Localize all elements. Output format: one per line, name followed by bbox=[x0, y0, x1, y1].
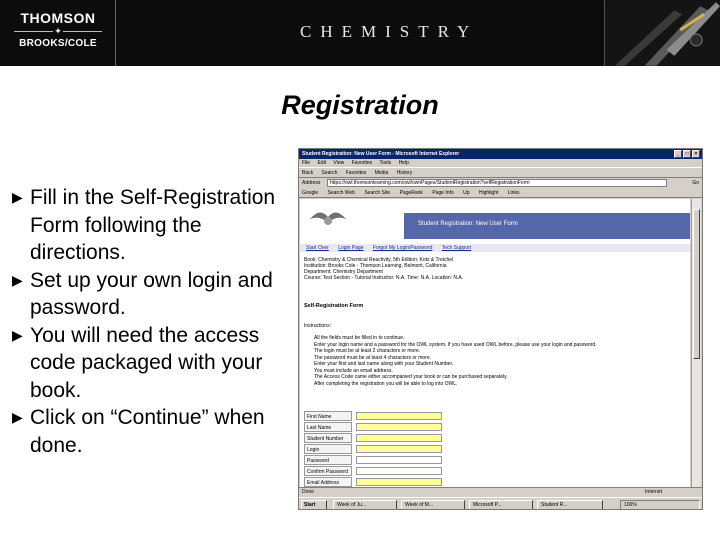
form-row bbox=[304, 477, 464, 487]
bullet-text: Fill in the Self-Registration Form following the directions. bbox=[30, 186, 276, 264]
taskbar-item[interactable]: Week of M... bbox=[401, 500, 465, 510]
student-number-label: Student Number bbox=[304, 433, 352, 443]
security-zone: Internet bbox=[645, 489, 662, 495]
bullet-text: Set up your own login and password. bbox=[30, 268, 273, 319]
browser-toolbar bbox=[299, 167, 702, 178]
info-line: Book: Chemistry & Chemical Reactivity, 5th Edition; Kotz & Treichel bbox=[304, 257, 454, 263]
links-item[interactable]: Page Info bbox=[432, 190, 454, 196]
menu-favorites[interactable]: Favorites bbox=[351, 160, 373, 166]
menu-view[interactable]: View bbox=[333, 160, 345, 166]
form-row bbox=[304, 433, 464, 444]
nav-link[interactable]: Tech Support bbox=[441, 245, 472, 251]
instructions-list bbox=[314, 335, 688, 387]
bullet-list bbox=[12, 184, 302, 459]
minimize-icon[interactable]: _ bbox=[674, 150, 682, 158]
instructions-heading: Instructions: bbox=[304, 323, 331, 329]
instruction-item: The Access Code came either accompanied your book or can be purchased separately. bbox=[314, 374, 508, 380]
form-row bbox=[304, 466, 464, 477]
status-bar bbox=[299, 487, 702, 496]
status-text: Done bbox=[302, 489, 314, 495]
maximize-icon[interactable]: □ bbox=[683, 150, 691, 158]
course-info bbox=[304, 257, 688, 281]
bullet-text: Click on “Continue” when done. bbox=[30, 406, 265, 457]
back-button[interactable]: Back bbox=[302, 170, 314, 176]
form-row bbox=[304, 444, 464, 455]
links-item[interactable]: Highlight bbox=[478, 190, 499, 196]
web-page-content bbox=[300, 199, 690, 487]
menu-file[interactable]: File bbox=[302, 160, 311, 166]
nav-link[interactable]: Forgot My Login/Password bbox=[372, 245, 433, 251]
taskbar-item[interactable]: Microsoft P... bbox=[469, 500, 533, 510]
instruction-item: After completing the registration you will be able to log into OWL. bbox=[314, 380, 458, 387]
instruction-item: Enter your login name and a password for the OWL system. If you have used OWL before, please use your login and password. bbox=[314, 341, 597, 348]
menu-help[interactable]: Help bbox=[398, 160, 409, 166]
confirm-password-label: Confirm Password bbox=[304, 466, 352, 476]
logo-top-text: THOMSON bbox=[20, 10, 96, 26]
search-button[interactable]: Search bbox=[321, 170, 338, 176]
bullet-item bbox=[12, 267, 302, 322]
last-name-input[interactable] bbox=[356, 423, 442, 431]
window-title: Student Registration: New User Form - Microsoft Internet Explorer bbox=[302, 151, 460, 157]
go-button[interactable]: Go bbox=[692, 180, 699, 186]
instruction-item: Enter your first and last name along with your Student Number. bbox=[314, 361, 454, 367]
address-bar bbox=[299, 178, 702, 188]
bullet-text: You will need the access code packaged with your book. bbox=[30, 323, 263, 402]
links-toolbar bbox=[299, 188, 702, 198]
login-label: Login bbox=[304, 444, 352, 454]
favorites-button[interactable]: Favorites bbox=[345, 170, 367, 176]
links-item[interactable]: Up bbox=[463, 190, 470, 196]
windows-taskbar bbox=[299, 497, 702, 510]
instruction-item: You must include an email address. bbox=[314, 367, 393, 374]
triangle-bullet-icon: ▶ bbox=[12, 409, 23, 425]
links-item[interactable]: PageRank bbox=[399, 190, 423, 196]
nav-link[interactable]: Start Over bbox=[306, 245, 329, 251]
instruction-item: The login must be at least 2 characters or more. bbox=[314, 348, 421, 354]
email-input[interactable] bbox=[356, 478, 442, 486]
history-button[interactable]: History bbox=[396, 170, 413, 176]
nav-link[interactable]: Login Page bbox=[338, 245, 364, 251]
info-line: Department: Chemistry Department bbox=[304, 269, 383, 275]
taskbar-item[interactable]: Student R... bbox=[537, 500, 603, 510]
logo-bottom-text: BROOKS/COLE bbox=[19, 38, 97, 49]
triangle-bullet-icon: ▶ bbox=[12, 189, 23, 205]
login-input[interactable] bbox=[356, 445, 442, 453]
address-input[interactable]: https://owl.thomsonlearning.com/owl/ownPages/StudentRegistration?selfRegistrationForm bbox=[327, 179, 667, 187]
instruction-item: The password must be at least 4 characters or more. bbox=[314, 354, 431, 361]
owl-logo-icon bbox=[308, 205, 348, 231]
menu-tools[interactable]: Tools bbox=[379, 160, 392, 166]
links-item[interactable]: Search Site bbox=[364, 190, 391, 196]
form-row bbox=[304, 422, 464, 433]
thomson-brooks-cole-logo bbox=[0, 0, 116, 66]
logo-star-icon: ✦ bbox=[54, 26, 62, 36]
address-label: Address bbox=[302, 180, 321, 186]
links-item[interactable]: Search Web bbox=[327, 190, 355, 196]
slide-title: Registration bbox=[281, 90, 439, 120]
form-title: Self-Registration Form bbox=[304, 303, 364, 309]
lab-glassware-image bbox=[604, 0, 720, 66]
info-line: Institution: Brooks Cole - Thomson Learning, Belmont, California bbox=[304, 263, 447, 269]
triangle-bullet-icon: ▶ bbox=[12, 326, 23, 343]
last-name-label: Last Name bbox=[304, 422, 352, 432]
header-banner bbox=[0, 0, 720, 66]
email-label: Email Address bbox=[304, 477, 352, 487]
confirm-password-input[interactable] bbox=[356, 467, 442, 475]
bullet-item bbox=[12, 184, 302, 267]
media-button[interactable]: Media bbox=[374, 170, 389, 176]
system-tray: 100% bbox=[620, 500, 700, 510]
info-line: Course: Test Section - Tutorial Instructor: N.A. Time: N.A. Location: N.A. bbox=[304, 275, 464, 281]
browser-title-bar bbox=[299, 149, 702, 159]
links-item[interactable]: Links bbox=[507, 190, 520, 196]
scrollbar-thumb[interactable] bbox=[693, 209, 700, 359]
form-row bbox=[304, 411, 464, 422]
start-button[interactable]: Start bbox=[301, 500, 327, 510]
subject-title: CHEMISTRY bbox=[300, 22, 479, 41]
password-label: Password bbox=[304, 455, 352, 465]
password-input[interactable] bbox=[356, 456, 442, 464]
triangle-bullet-icon: ▶ bbox=[12, 271, 23, 288]
menu-edit[interactable]: Edit bbox=[317, 160, 327, 166]
page-nav bbox=[300, 244, 690, 252]
instruction-item: All the fields must be filled in to continue. bbox=[314, 335, 405, 341]
close-icon[interactable]: × bbox=[692, 150, 700, 158]
taskbar-item[interactable]: Week of Ju... bbox=[333, 500, 397, 510]
form-row bbox=[304, 455, 464, 466]
page-banner: Student Registration: New User Form bbox=[404, 213, 690, 239]
registration-form bbox=[304, 411, 464, 487]
student-number-input[interactable] bbox=[356, 434, 442, 442]
links-item[interactable]: Google bbox=[302, 190, 319, 196]
vertical-scrollbar[interactable] bbox=[691, 199, 701, 487]
registration-screenshot bbox=[298, 148, 703, 510]
first-name-input[interactable] bbox=[356, 412, 442, 420]
bullet-item bbox=[12, 404, 302, 459]
first-name-label: First Name bbox=[304, 411, 352, 421]
bullet-item bbox=[12, 322, 302, 405]
browser-menu-bar bbox=[299, 159, 702, 167]
